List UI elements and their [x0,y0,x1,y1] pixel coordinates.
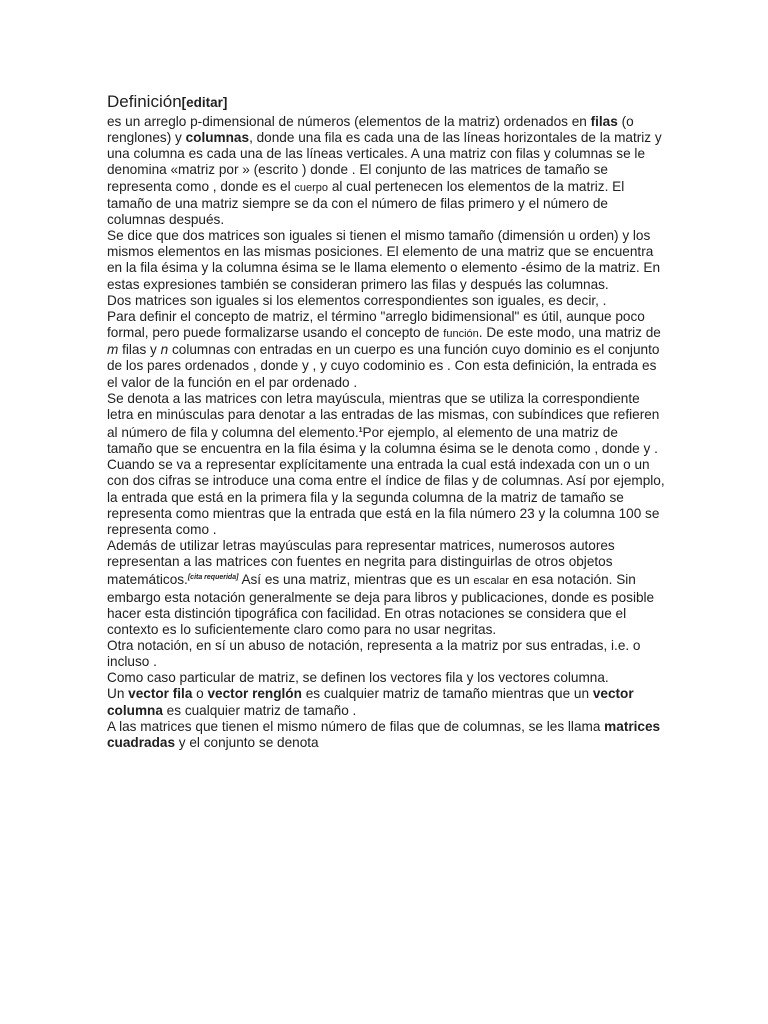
paragraph-equal-matrices: Dos matrices son iguales si los elementos correspondientes son iguales, es decir, . [107,292,607,308]
paragraph-vectors-intro: Como caso particular de matriz, se definen los vectores fila y los vectores columna. [107,670,609,686]
link-escalar[interactable]: escalar [473,575,509,588]
bold-term-vector-renglon: vector renglón [207,686,302,702]
bold-term-columnas: columnas [185,130,250,146]
section-heading [107,92,667,113]
paragraph-square-matrices [107,719,667,751]
bold-term-vector-fila: vector fila [128,686,193,702]
document-body [107,92,667,751]
bold-term-filas: filas [590,114,618,129]
citation-needed[interactable]: [cita requerida] [187,574,239,582]
paragraph-indexing: Cuando se va a representar explícitamente una entrada la cual está indexada con un o un con dos cifras se introduce una coma entre el índice de filas y de columnas. Así por ejemplo, la entrada que está en la primera fila y la segunda columna de la matriz de tamaño se representa como mientras que la entrada que está en la fila número 23 y la columna 100 se representa como . [107,457,665,537]
paragraph-bold-notation [107,538,667,638]
text-run: es un arreglo p-dimensional de números (elementos de la matriz) ordenados en [107,114,591,129]
text-run: Además de utilizar letras mayúsculas para representar matrices, numerosos autores representan a las matrices con fuentes en negrita para distinguirlas de otros objetos matemáticos. [107,538,615,588]
text-run: es cualquier matriz de tamaño mientras que un [301,686,593,702]
text-run: al cual pertenecen los elementos de la matriz. El tamaño de una matriz siempre se da con el número de filas primero y el número de columnas después. [107,178,625,227]
link-funcion[interactable]: función [443,328,479,341]
text-run: , donde una fila es cada una de las líneas horizontales de la matriz y una columna es cada una de las líneas verticales. A una matriz con filas y columnas se le denomina «matriz por » (escrito ) donde . El conjunto de las matrices de tamaño se representa como , donde es el [107,130,662,194]
paragraph-notation [107,391,667,458]
italic-n: n [160,342,169,358]
paragraph-function-definition [107,309,667,391]
text-run: Se denota a las matrices con letra mayúscula, mientras que se utiliza la correspondiente letra en minúsculas para denotar a las entradas de las mismas, con subíndices que refieren al número de fila y columna del elemento. [107,390,660,440]
text-run: Para definir el concepto de matriz, el término "arreglo bidimensional" es útil, aunque poco formal, pero puede formalizarse usando el concepto de [107,308,645,341]
text-run: Por ejemplo, al elemento de una matriz de tamaño que se encuentra en la fila ésima y la columna ésima se le denota como , donde y . [107,424,658,457]
bold-term-matrices-cuadradas: matrices cuadradas [107,718,661,750]
text-run: o [192,686,208,702]
text-run: filas y [118,342,161,358]
text-run: Así es una matriz, mientras que es un [238,572,474,588]
text-run: (o renglones) y [107,114,634,146]
edit-link[interactable]: [editar] [181,95,228,110]
text-run: y el conjunto se denota [175,734,319,750]
italic-m: m [107,342,119,358]
text-run: es cualquier matriz de tamaño . [162,702,357,718]
text-run: Un [107,686,129,702]
paragraph-equality: Se dice que dos matrices son iguales si tienen el mismo tamaño (dimensión u orden) y los mismos elementos en las mismas posiciones. El elemento de una matriz que se encuentra en la fila ésima y la columna ésima se le llama elemento o elemento -ésimo de la matriz. En estas expresiones también se consideran primero las filas y después las columnas. [107,228,661,292]
text-run: columnas con entradas en un cuerpo es una función cuyo dominio es el conjunto de los pares ordenados , donde y , y cuyo codominio es . Con esta definición, la entrada es el valor de la función en el par ordenado . [107,342,660,390]
text-run: A las matrices que tienen el mismo número de filas que de columnas, se les llama [107,718,605,734]
text-run: en esa notación. Sin embargo esta notación generalmente se deja para libros y publicaciones, donde es posible hacer esta distinción tipográfica con facilidad. En otras notaciones se considera que el contexto es lo suficientemente claro como para no usar negritas. [107,572,655,637]
reference-1[interactable]: 1 [358,426,363,434]
heading-title: Definición [107,92,182,111]
bold-term-vector-columna: vector columna [107,686,634,718]
paragraph-abuse-notation: Otra notación, en sí un abuso de notación, representa a la matriz por sus entradas, i.e. o incluso . [107,638,641,670]
paragraph-definition [107,114,667,228]
text-run: . De este modo, una matriz de [478,325,661,341]
paragraph-vectors [107,686,667,718]
link-cuerpo[interactable]: cuerpo [294,181,329,194]
